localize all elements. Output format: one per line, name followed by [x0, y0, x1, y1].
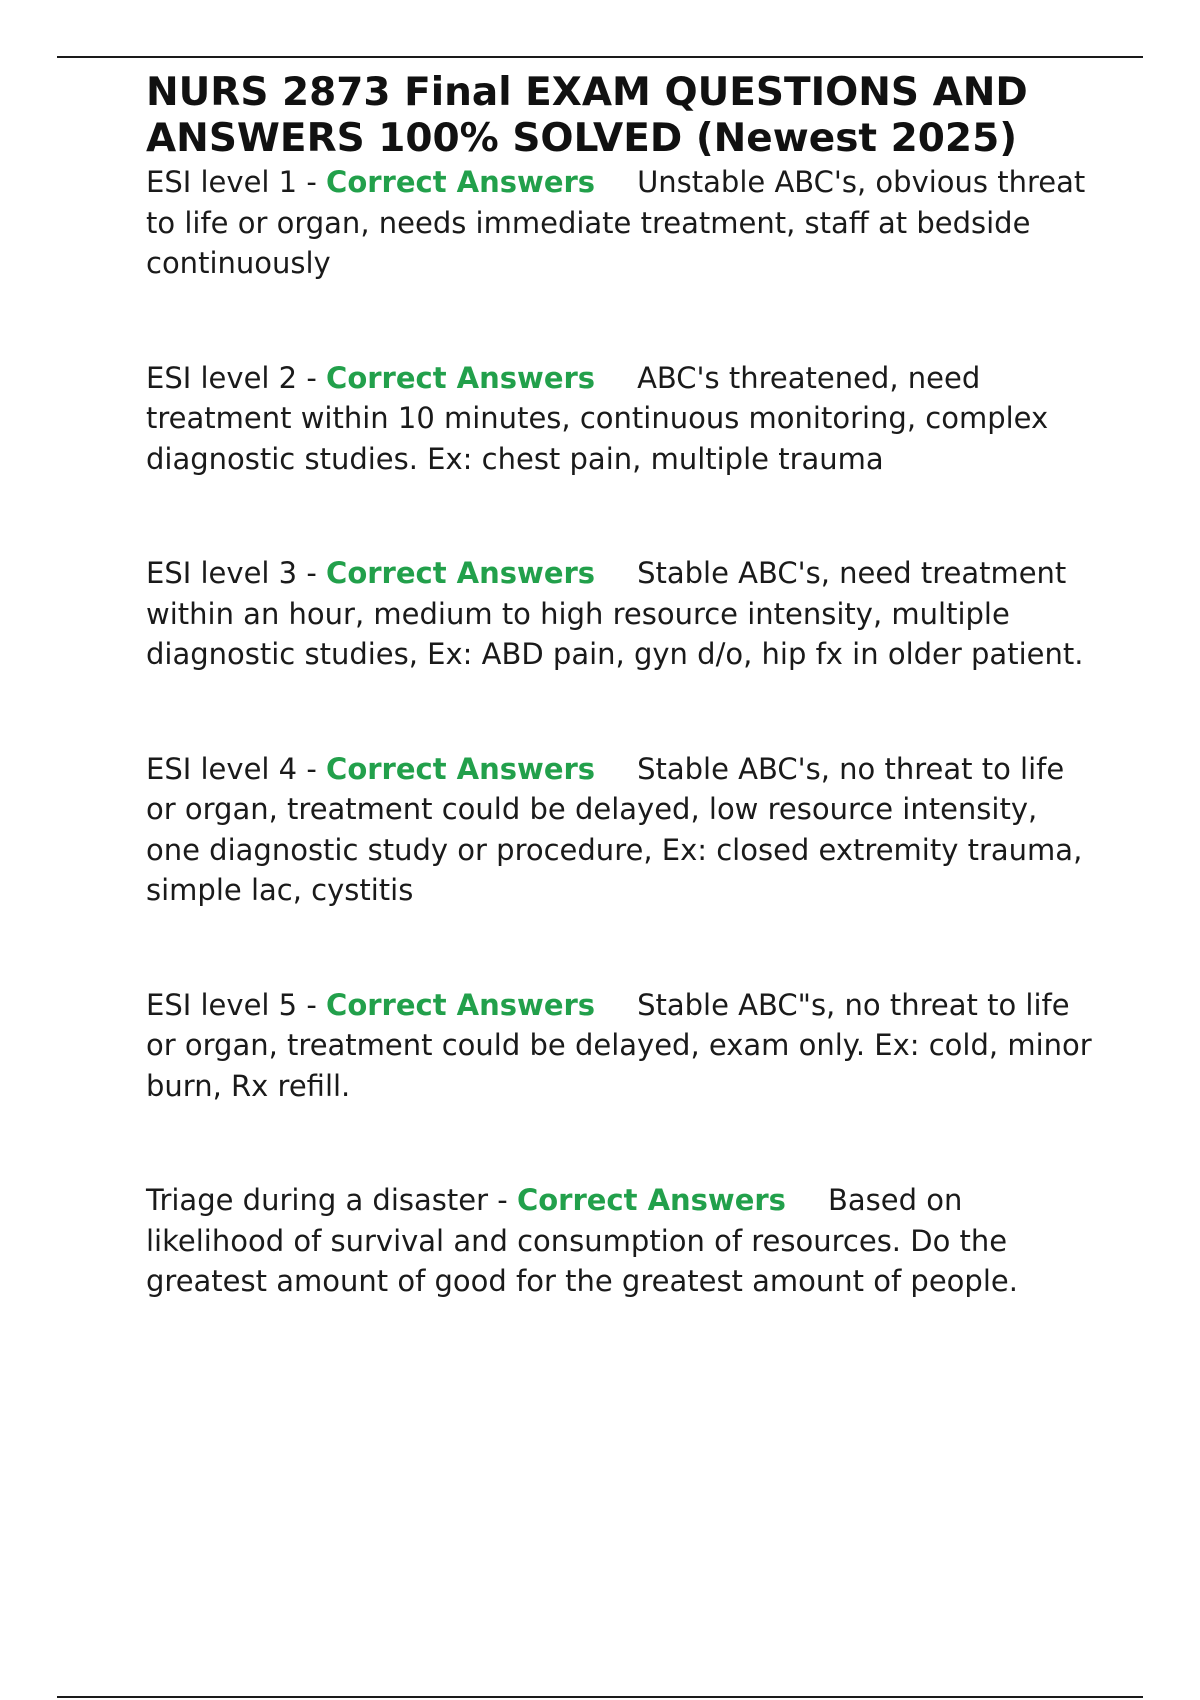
correct-answers-label: Correct Answers — [326, 165, 596, 199]
qa-item — [146, 553, 1096, 675]
answer-text: ABC's threatened, need treatment within 10 minutes, continuous monitoring, complex diagnostic studies. Ex: chest pain, multiple trauma — [146, 360, 1049, 476]
separator: - — [297, 556, 327, 590]
question-text: Triage during a disaster — [146, 1183, 489, 1217]
answer-text: Stable ABC's, no threat to life or organ, treatment could be delayed, low resource intensity, one diagnostic study or procedure, Ex: closed extremity trauma, simple lac, cystitis — [146, 751, 1083, 907]
qa-item — [146, 749, 1096, 911]
question-text: ESI level 4 — [146, 751, 298, 786]
correct-answers-label: Correct Answers — [326, 987, 596, 1022]
qa-item — [146, 985, 1096, 1107]
qa-item — [146, 1180, 1096, 1302]
document-body — [146, 70, 1096, 1302]
question-text: ESI level 1 — [146, 165, 298, 199]
answer-text: Stable ABC"s, no threat to life or organ, treatment could be delayed, exam only. Ex: cold, minor burn, Rx refill. — [146, 987, 1092, 1103]
qa-item — [146, 358, 1096, 480]
top-rule — [57, 56, 1143, 58]
correct-answers-label: Correct Answers — [516, 1183, 786, 1217]
qa-item — [146, 162, 1096, 284]
bottom-rule — [57, 1696, 1143, 1698]
answer-text: Stable ABC's, need treatment within an hour, medium to high resource intensity, multiple diagnostic studies, Ex: ABD pain, gyn d/o, hip fx in older patient. — [146, 556, 1084, 671]
question-text: ESI level 5 — [146, 987, 298, 1022]
correct-answers-label: Correct Answers — [326, 360, 596, 395]
separator: - — [297, 165, 327, 199]
answer-text: Unstable ABC's, obvious threat to life or organ, needs immediate treatment, staff at bedside continuously — [146, 165, 1086, 280]
answer-text: Based on likelihood of survival and consumption of resources. Do the greatest amount of good for the greatest amount of people. — [146, 1183, 1018, 1298]
separator: - — [488, 1183, 517, 1217]
question-text: ESI level 2 — [146, 360, 298, 395]
separator: - — [297, 360, 327, 395]
correct-answers-label: Correct Answers — [326, 751, 596, 786]
question-text: ESI level 3 — [146, 556, 298, 590]
document-title: NURS 2873 Final EXAM QUESTIONS AND ANSWERS 100% SOLVED (Newest 2025) — [146, 70, 1028, 161]
separator: - — [297, 987, 327, 1022]
correct-answers-label: Correct Answers — [326, 556, 596, 590]
separator: - — [297, 751, 327, 786]
